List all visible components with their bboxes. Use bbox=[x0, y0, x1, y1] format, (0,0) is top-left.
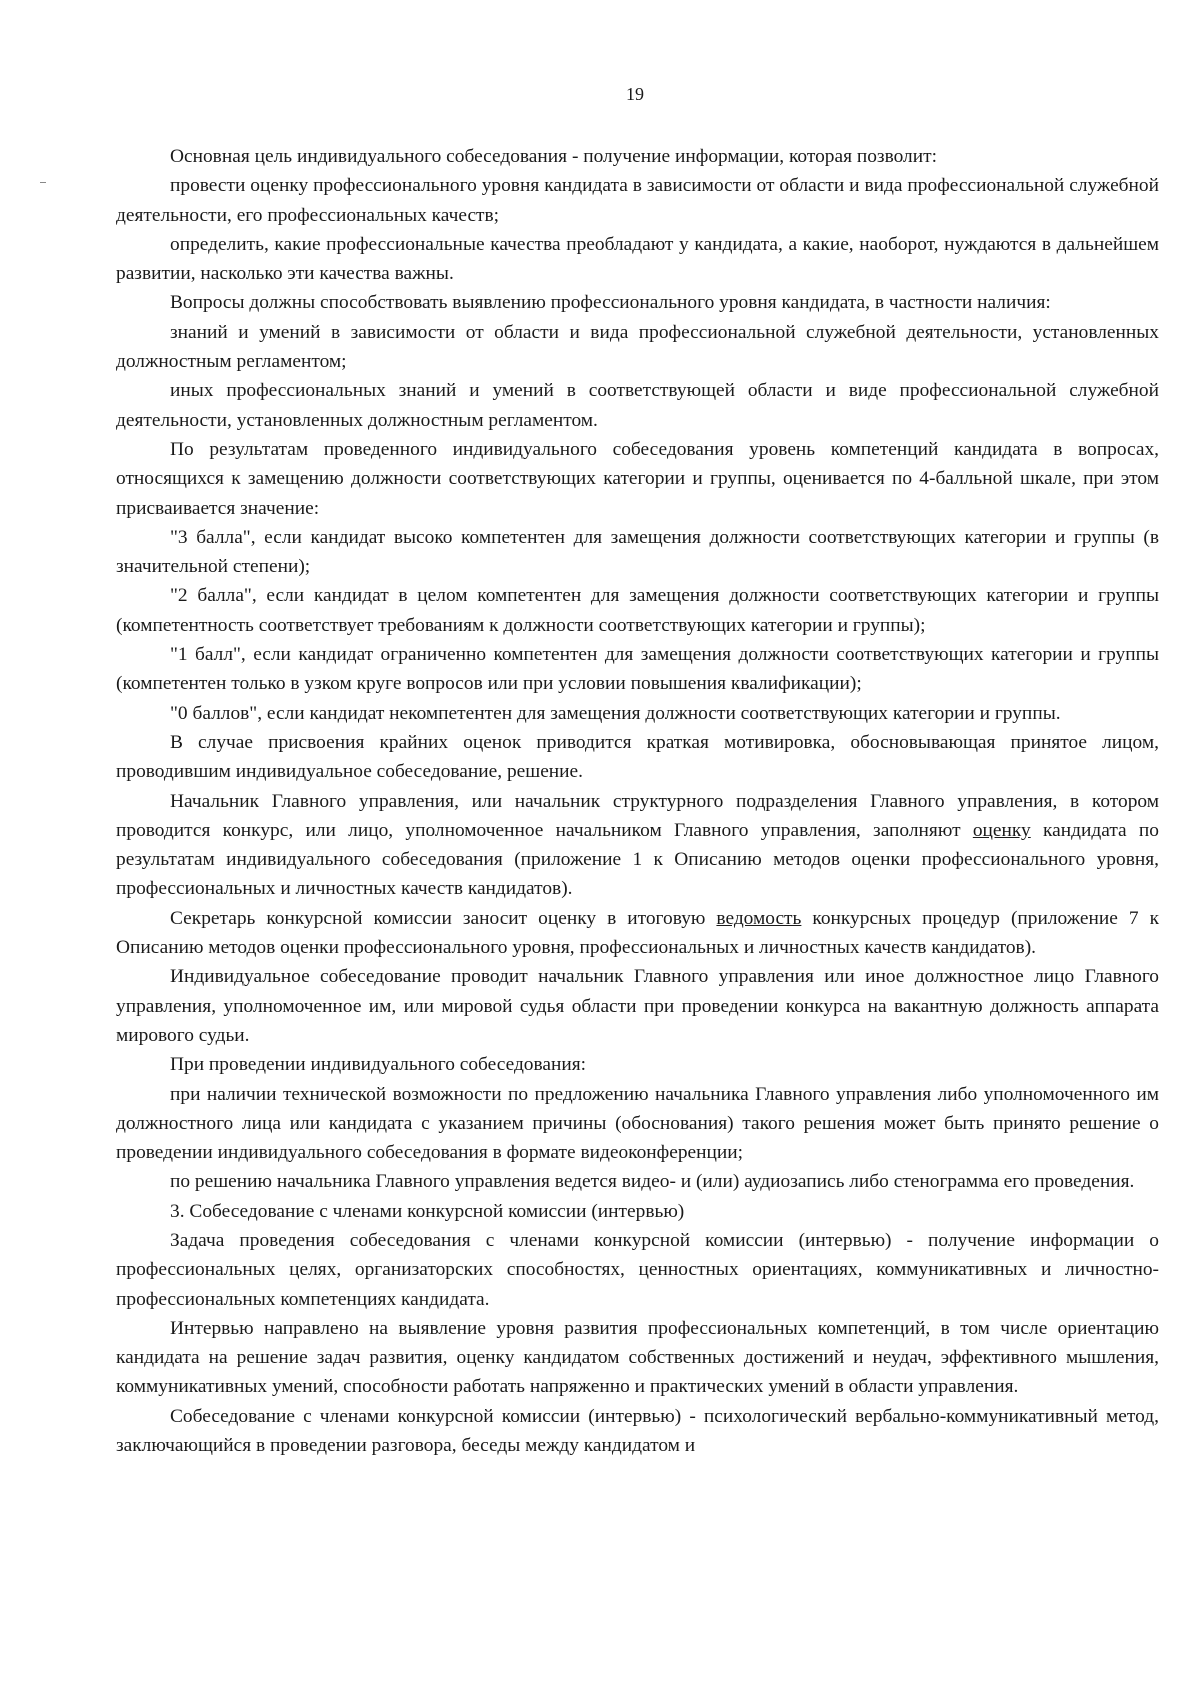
paragraph-determine-qualities: определить, какие профессиональные качества преобладают у кандидата, а какие, наоборот, нуждаются в дальнейшем развитии, насколько эти качества важны. bbox=[116, 233, 1159, 285]
paragraph-interview-conducted-by: Индивидуальное собеседование проводит начальник Главного управления или иное должностное лицо Главного управления, уполномоченное им, или мировой судья области при проведении конкурса на вакантную должность аппарата мирового судьи. bbox=[116, 966, 1159, 1046]
paragraph-other-knowledge: иных профессиональных знаний и умений в соответствующей области и виде профессиональной служебной деятельности, установленных должностным регламентом. bbox=[116, 380, 1159, 431]
paragraph-score-1: "1 балл", если кандидат ограниченно компетентен для замещения должности соответствующих категории и группы (компетентен только в узком круге вопросов или при условии повышения квалификации); bbox=[116, 644, 1159, 695]
section-heading-commission-interview: 3. Собеседование с членами конкурсной комиссии (интервью) bbox=[170, 1200, 685, 1222]
paragraph-text-after: кандидата по результатам индивидуального собеседования (приложение 1 к Описанию методов оценки профессионального уровня, профессиональных и личностных качеств кандидатов). bbox=[116, 819, 1159, 900]
paragraph-questions: Вопросы должны способствовать выявлению профессионального уровня кандидата, в частности наличия: bbox=[170, 292, 1051, 314]
paragraph-secretary-records bbox=[116, 904, 1159, 963]
paragraph-interview-aim: Интервью направлено на выявление уровня развития профессиональных компетенций, в том числе ориентацию кандидата на решение задач развития, оценку кандидатом собственных достижений и неудач, эффективного мышления, коммуникативных умений, способности работать напряженно и практических умений в области управления. bbox=[116, 1317, 1159, 1398]
paragraph-score-3: "3 балла", если кандидат высоко компетентен для замещения должности соответствующих категории и группы (в значительной степени); bbox=[116, 526, 1159, 578]
paragraph-score-2: "2 балла", если кандидат в целом компетентен для замещения должности соответствующих категории и группы (компетентность соответствует требованиям к должности соответствующих категории и группы); bbox=[116, 585, 1159, 636]
paragraph-videoconference: при наличии технической возможности по предложению начальника Главного управления либо уполномоченного им должностного лица или кандидата с указанием причины (обоснования) такого решения может быть принято решение о проведении индивидуального собеседования в формате видеоконференции; bbox=[116, 1083, 1159, 1164]
paragraph-during-interview: При проведении индивидуального собеседования: bbox=[170, 1054, 587, 1076]
page-number: 19 bbox=[626, 84, 644, 104]
paragraph-interview-task: Задача проведения собеседования с членами конкурсной комиссии (интервью) - получение информации о профессиональных целях, организаторских способностях, ценностных ориентациях, коммуникативных и личностно-профессиональных компетенциях кандидата. bbox=[116, 1229, 1159, 1310]
margin-mark bbox=[40, 182, 46, 183]
paragraph-score-0: "0 баллов", если кандидат некомпетентен для замещения должности соответствующих категории и группы. bbox=[170, 702, 1061, 724]
paragraph-recording: по решению начальника Главного управления ведется видео- и (или) аудиозапись либо стенограмма его проведения. bbox=[170, 1171, 1135, 1193]
paragraph-interview-method: Собеседование с членами конкурсной комиссии (интервью) - психологический вербально-коммуникативный метод, заключающийся в проведении разговора, беседы между кандидатом и bbox=[116, 1405, 1159, 1457]
paragraph-extreme-scores: В случае присвоения крайних оценок приводится краткая мотивировка, обосновывающая принятое лицом, проводившим индивидуальное собеседование, решение. bbox=[116, 731, 1159, 783]
document-body bbox=[116, 142, 1159, 1460]
paragraph-assess-level: провести оценку профессионального уровня кандидата в зависимости от области и вида профессиональной служебной деятельности, его профессиональных качеств; bbox=[116, 175, 1159, 226]
paragraph-text-after: конкурсных процедур (приложение 7 к Описанию методов оценки профессионального уровня, профессиональных и личностных качеств кандидатов). bbox=[116, 907, 1159, 959]
paragraph-knowledge: знаний и умений в зависимости от области и вида профессиональной служебной деятельности, установленных должностным регламентом; bbox=[116, 321, 1159, 373]
paragraph-head-fills-assessment bbox=[116, 787, 1159, 904]
paragraph-results-scale: По результатам проведенного индивидуального собеседования уровень компетенций кандидата в вопросах, относящихся к замещению должности соответствующих категории и группы, оценивается по 4-балльной шкале, при этом присваивается значение: bbox=[116, 438, 1159, 519]
statement-link[interactable]: ведомость bbox=[716, 907, 802, 929]
paragraph-goal: Основная цель индивидуального собеседования - получение информации, которая позволит: bbox=[170, 146, 937, 167]
assessment-link[interactable]: оценку bbox=[972, 819, 1031, 841]
paragraph-text-before: Секретарь конкурсной комиссии заносит оценку в итоговую bbox=[170, 907, 717, 929]
paragraph-text-before: Начальник Главного управления, или начальник структурного подразделения Главного управления, в котором проводится конкурс, или лицо, уполномоченное начальником Главного управления, заполняют bbox=[116, 790, 1159, 841]
